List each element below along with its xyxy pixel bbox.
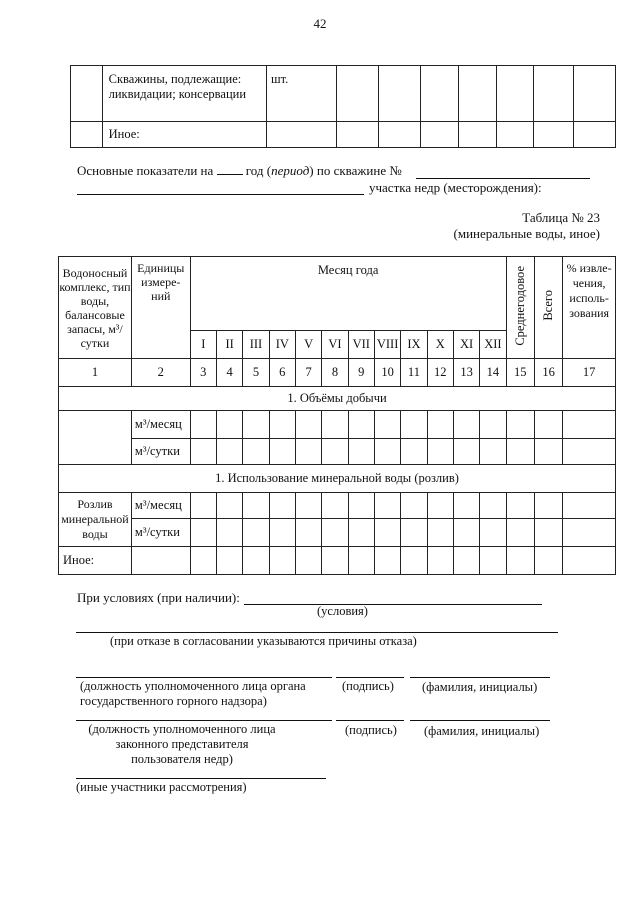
col-number: 9 xyxy=(348,359,374,387)
header-aquifer: Водоносный комплекс, тип воды, балансовые запасы, м³/сутки xyxy=(59,257,132,359)
table-title: Таблица № 23 xyxy=(522,210,600,225)
col-number: 15 xyxy=(506,359,534,387)
col-number: 11 xyxy=(401,359,427,387)
table-row xyxy=(59,547,616,575)
month-header: VIII xyxy=(374,331,400,359)
col-number: 13 xyxy=(453,359,479,387)
well-text: по скважине № xyxy=(316,163,402,178)
others-caption: (иные участники рассмотрения) xyxy=(76,780,247,794)
refusal-caption: (при отказе в согласовании указываются причины отказа) xyxy=(110,634,417,648)
row-unit xyxy=(266,122,336,148)
col-number: 8 xyxy=(322,359,348,387)
site-text: участка недр (месторождения): xyxy=(369,180,542,195)
table-row xyxy=(59,519,616,547)
col-number: 4 xyxy=(216,359,242,387)
section-1-title: 1. Объёмы добычи xyxy=(59,387,616,411)
table-row xyxy=(59,493,616,519)
month-header: I xyxy=(190,331,216,359)
month-header: II xyxy=(216,331,242,359)
main-indicators-prefix: Основные показатели на xyxy=(77,163,214,178)
col-number: 1 xyxy=(59,359,132,387)
unit-cell: м³/месяц xyxy=(131,493,190,519)
col-number: 7 xyxy=(295,359,321,387)
unit-cell: м³/сутки xyxy=(131,439,190,465)
col-number: 17 xyxy=(563,359,616,387)
month-header: X xyxy=(427,331,453,359)
other-label: Иное: xyxy=(59,547,132,575)
table-row xyxy=(59,439,616,465)
page-number: 42 xyxy=(313,16,327,31)
table-row xyxy=(59,411,616,439)
row-label: Иное: xyxy=(102,122,266,148)
col-number: 2 xyxy=(131,359,190,387)
col-number: 6 xyxy=(269,359,295,387)
conditions-caption: (условия) xyxy=(317,604,368,618)
header-avg: Среднегодовое xyxy=(512,265,527,346)
table-subtitle: (минеральные воды, иное) xyxy=(453,226,600,241)
month-header: IX xyxy=(401,331,427,359)
month-header: VI xyxy=(322,331,348,359)
header-month: Месяц года xyxy=(190,257,506,331)
bottling-label: Розлив минеральной воды xyxy=(59,493,132,547)
signature-sign: (подпись) xyxy=(342,679,394,693)
header-total: Всего xyxy=(541,290,556,321)
top-table xyxy=(70,65,616,148)
section-2-title: 1. Использование минеральной воды (розлив) xyxy=(59,465,616,493)
col-number: 3 xyxy=(190,359,216,387)
unit-cell: м³/месяц xyxy=(131,411,190,439)
table-23 xyxy=(58,256,616,575)
signature-name: (фамилия, инициалы) xyxy=(422,680,538,694)
column-numbers-row xyxy=(59,359,616,387)
month-header: VII xyxy=(348,331,374,359)
col-number: 10 xyxy=(374,359,400,387)
signature-name: (фамилия, инициалы) xyxy=(424,724,540,738)
row-label: Скважины, подлежащие: ликвидации; консервации xyxy=(102,66,266,122)
month-header: V xyxy=(295,331,321,359)
month-header: III xyxy=(243,331,269,359)
period-word: период xyxy=(271,163,310,178)
col-number: 16 xyxy=(534,359,562,387)
signature-sign: (подпись) xyxy=(345,723,397,737)
signature-position: (должность уполномоченного лица законного представителя пользователя недр) xyxy=(88,722,276,766)
col-number: 12 xyxy=(427,359,453,387)
table-row xyxy=(71,66,616,122)
header-units: Единицы измере-ний xyxy=(131,257,190,359)
header-pct: % извле-чения, исполь-зования xyxy=(563,257,616,359)
col-number: 5 xyxy=(243,359,269,387)
table-row xyxy=(71,122,616,148)
col-number: 14 xyxy=(480,359,506,387)
signature-position: (должность уполномоченного лица органа государственного горного надзора) xyxy=(80,679,306,708)
conditions-label: При условиях (при наличии): xyxy=(77,590,240,605)
month-header: XII xyxy=(480,331,506,359)
unit-cell: м³/сутки xyxy=(131,519,190,547)
row-unit: шт. xyxy=(266,66,336,122)
year-word: год xyxy=(245,163,264,178)
month-header: XI xyxy=(453,331,479,359)
main-indicators-line: Основные показатели на год (период) по скважине № xyxy=(77,163,402,178)
month-header: IV xyxy=(269,331,295,359)
